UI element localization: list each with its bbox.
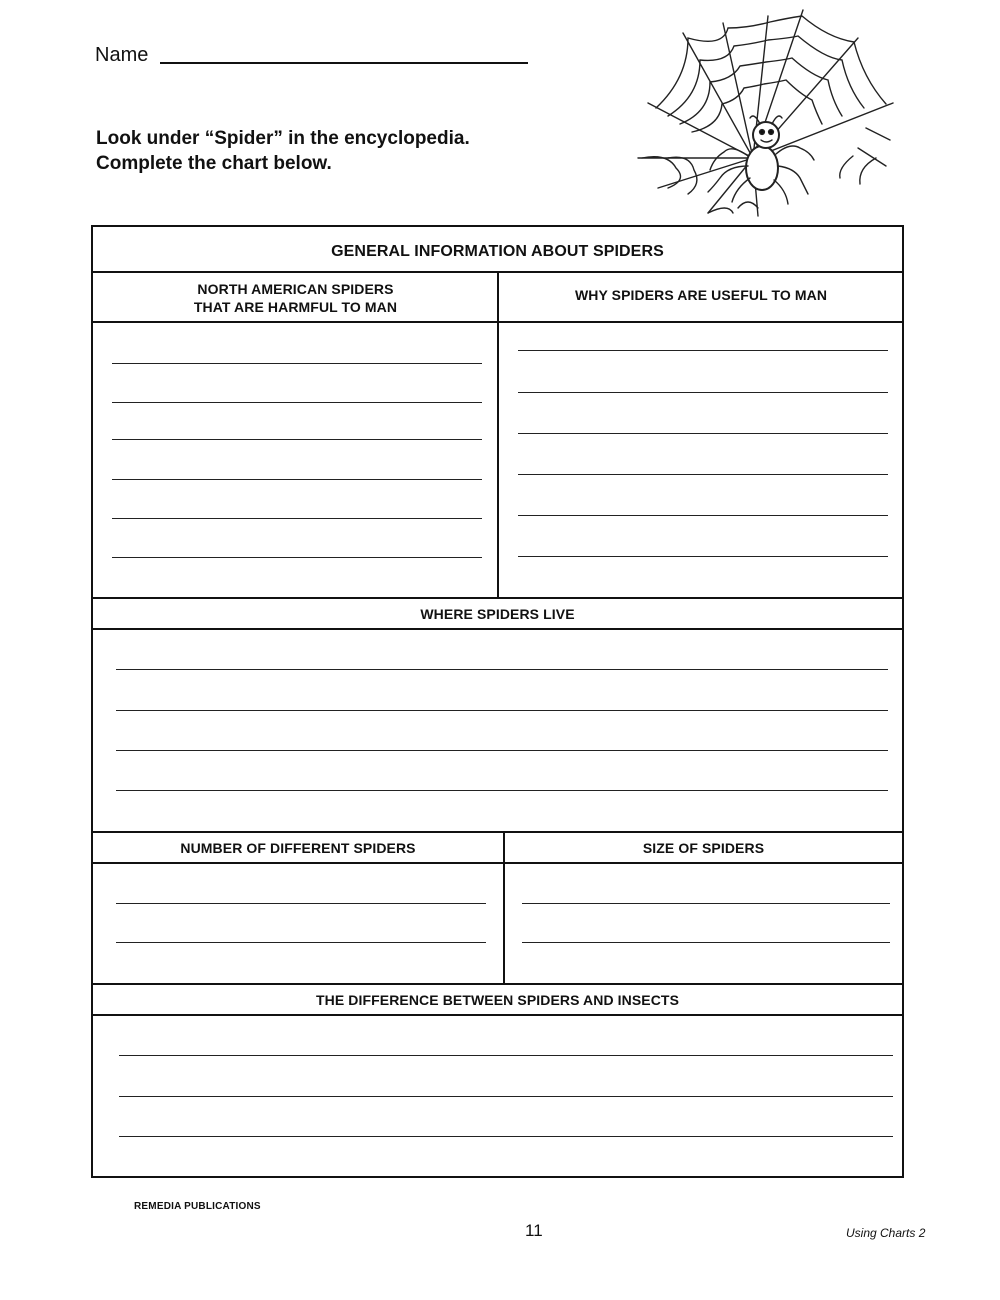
where-write-line[interactable] (116, 750, 888, 751)
where-write-line[interactable] (116, 710, 888, 711)
useful-write-line[interactable] (518, 392, 888, 393)
number-header-divider (91, 862, 904, 864)
useful-write-line[interactable] (518, 350, 888, 351)
difference-write-line[interactable] (119, 1136, 893, 1137)
harmful-write-line[interactable] (112, 557, 482, 558)
number-write-line[interactable] (116, 903, 486, 904)
harmful-write-line[interactable] (112, 402, 482, 403)
column-divider-bottom (503, 831, 505, 983)
size-write-line[interactable] (522, 903, 890, 904)
number-of-spiders-header: NUMBER OF DIFFERENT SPIDERS (180, 840, 416, 856)
publisher-label: REMEDIA PUBLICATIONS (134, 1201, 261, 1212)
where-spiders-live-header: WHERE SPIDERS LIVE (420, 606, 575, 622)
series-label: Using Charts 2 (846, 1226, 926, 1240)
difference-header: THE DIFFERENCE BETWEEN SPIDERS AND INSECTS (315, 992, 680, 1008)
harmful-write-line[interactable] (112, 518, 482, 519)
chart-title: GENERAL INFORMATION ABOUT SPIDERS (331, 243, 664, 260)
size-write-line[interactable] (522, 942, 890, 943)
spider-web-icon (628, 8, 906, 218)
difference-write-line[interactable] (119, 1055, 893, 1056)
column-divider-top (497, 271, 499, 598)
name-label: Name (95, 44, 149, 66)
where-write-line[interactable] (116, 790, 888, 791)
number-write-line[interactable] (116, 942, 486, 943)
useful-write-line[interactable] (518, 556, 888, 557)
instruction-line-2: Complete the chart below. (96, 153, 332, 174)
where-write-line[interactable] (116, 669, 888, 670)
where-header-divider (91, 628, 904, 630)
difference-header-divider (91, 1014, 904, 1016)
harmful-header-line-2: THAT ARE HARMFUL TO MAN (193, 299, 398, 315)
harmful-write-line[interactable] (112, 439, 482, 440)
size-of-spiders-header: SIZE OF SPIDERS (642, 840, 765, 856)
name-label-row (95, 44, 148, 67)
name-write-line[interactable] (160, 62, 528, 64)
useful-spiders-header: WHY SPIDERS ARE USEFUL TO MAN (574, 287, 828, 303)
useful-write-line[interactable] (518, 474, 888, 475)
harmful-spiders-header (93, 274, 498, 322)
instruction-line-1: Look under “Spider” in the encyclopedia. (96, 128, 470, 149)
useful-write-line[interactable] (518, 433, 888, 434)
useful-write-line[interactable] (518, 515, 888, 516)
page-number: 11 (525, 1221, 543, 1240)
harmful-header-line-1: NORTH AMERICAN SPIDERS (197, 281, 394, 297)
difference-write-line[interactable] (119, 1096, 893, 1097)
instructions (96, 126, 470, 176)
harmful-write-line[interactable] (112, 363, 482, 364)
harmful-write-line[interactable] (112, 479, 482, 480)
